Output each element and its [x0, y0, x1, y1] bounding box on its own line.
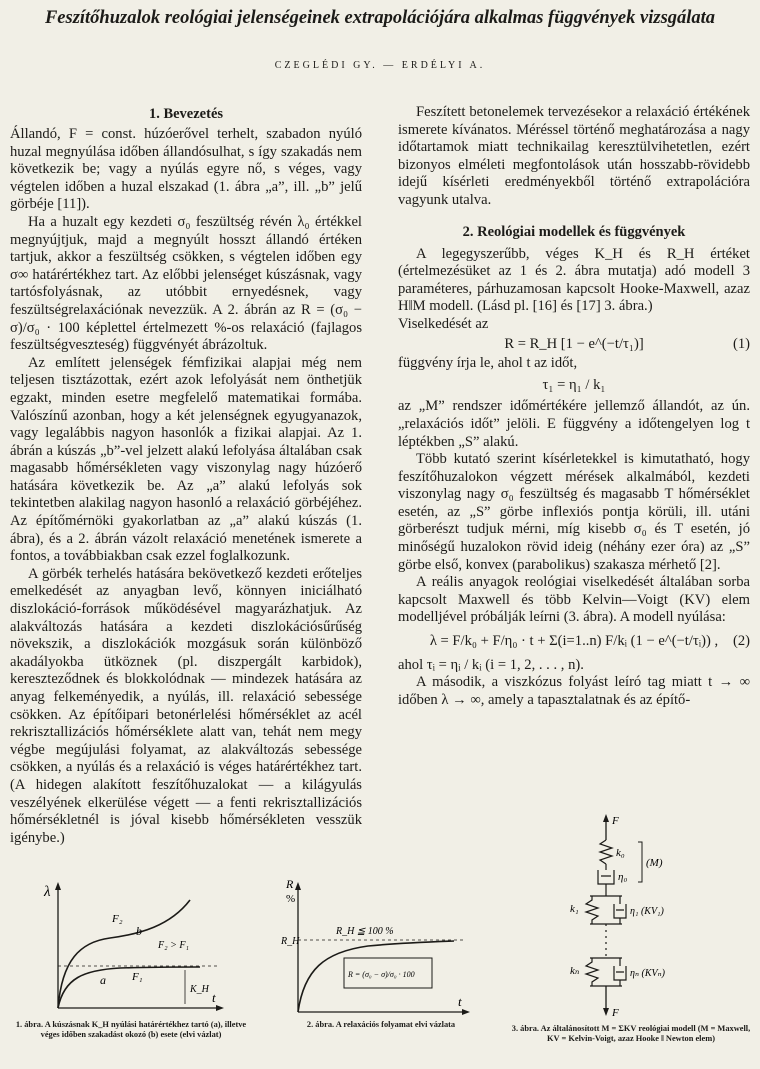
- fig1-label-a: a: [100, 973, 106, 987]
- paragraph-1: Állandó, F = const. húzóerővel terhelt, szabadon nyúló huzal megnyúlása időben állandósulhat, s így szakadás nem következik be; vagy a nyúlás egyre nő, s véges, vagy végtelen időben a huzal elszakad (1. ábra „a”, ill. „b” jelű görbéje [11]).: [10, 126, 362, 213]
- fig1-label-b: b: [136, 924, 142, 938]
- fig1-label-t: t: [212, 990, 216, 1005]
- fig1-curve-b: [58, 900, 190, 1008]
- fig3-dashpot-eta1: [614, 896, 626, 924]
- figure-3-caption: 3. ábra. Az általánosított M = ΣKV reológiai modell (M = Maxwell, KV = Kelvin-Voigt, azaz Hooke ‖ Newton elem): [511, 1024, 751, 1043]
- figure-2-caption: 2. ábra. A relaxációs folyamat elvi vázlata: [306, 1020, 456, 1029]
- equation-2: [398, 633, 750, 651]
- fig2-label-RH: R_H: [281, 936, 300, 947]
- fig3-label-eta1KV1: η₁ (KV₁): [630, 906, 664, 917]
- fig3-label-k1: k₁: [570, 903, 579, 915]
- fig1-label-KH: K_H: [190, 984, 209, 995]
- equation-2-body: λ = F/k₀ + F/η₀ · t + Σ(i=1..n) F/kᵢ (1 − e^(−t/τᵢ)) ,: [429, 633, 719, 650]
- paragraph-8: az „M” rendszer időmértékére jellemző állandót, az ún. „relaxációs időt” jelöli. E függvény a időtengelyen log t léptékben „S” alakú.: [398, 398, 750, 450]
- fig2-y-arrow: [295, 882, 301, 890]
- fig2-label-R: R: [286, 877, 294, 891]
- equation-2-number: (2): [732, 633, 750, 650]
- fig3-label-kn: kₙ: [570, 965, 580, 977]
- paragraph-6: A legegyszerűbb, véges K_H és R_H értéket (értelmezésüket az 1 és 2. ábra mutatja) adó modell 3 paraméteres, párhuzamosan kapcsolt Hooke-Maxwell, azaz H‖M modell. (Lásd pl. [16] és [17] 3. ábra.): [398, 245, 750, 315]
- fig3-dashpot-eta0: [598, 870, 614, 884]
- paragraph-5: Feszített betonelemek tervezésekor a relaxáció értékének ismerete kívánatos. Méréssel történő meghatározása a nagy időtartamok miatt technikailag keresztülvihetetlen, ezért bizonyos elméleti megfontolások után hosszabb-rövidebb idejű kísérleti eredményekből történő extrapolációra vagyunk utalva.: [398, 104, 750, 208]
- left-column: [10, 104, 362, 847]
- paragraph-2: Ha a huzalt egy kezdeti σ₀ feszültség révén λ₀ értékkel megnyújtjuk, majd a megnyúlt hosszt állandó értéken tartjuk, akkor a feszültség csökken, s végtelen időben egy σ∞ határértékhez tart. Az előbbi jelenséget kúszásnak, vagy tartósfolyásnak, az utóbbit ernyedésnek, vagy feszültségrelaxációnak nevezzük. A 2. ábrán az R = (σ₀ − σ)/σ₀ · 100 képlettel értelmezett %-os relaxáció (fajlagos feszültségveszteség) függvényét ábrázoltuk.: [10, 213, 362, 354]
- fig1-y-arrow: [55, 882, 61, 890]
- section-2-heading: 2. Reológiai modellek és függvények: [462, 223, 686, 240]
- equation-1-number: (1): [732, 335, 750, 352]
- fig3-m-bracket: [638, 842, 642, 882]
- fig2-label-RH100: R_H ≦ 100 %: [336, 926, 394, 937]
- fig3-label-etanKVn: ηₙ (KVₙ): [630, 968, 666, 979]
- figure-2: [278, 874, 478, 1024]
- fig3-spring-k0: [600, 840, 612, 864]
- equation-1: [398, 336, 750, 354]
- paragraph-6b: Viselkedését az: [398, 315, 489, 332]
- figure-3: [546, 812, 706, 1020]
- fig3-spring-k1: [586, 896, 598, 924]
- figure-1-caption: 1. ábra. A kúszásnak K_H nyúlási határértékhez tartó (a), illetve véges időben szakadást okozó (b) esete (elvi vázlat): [15, 1020, 247, 1039]
- fig2-label-formula: R = (σ₀ − σ)/σ₀ · 100: [348, 970, 415, 979]
- fig2-label-pct: %: [286, 893, 296, 905]
- paragraph-7: függvény írja le, ahol t az időt,: [398, 355, 578, 372]
- fig3-spring-kn: [586, 958, 598, 986]
- fig2-x-arrow: [462, 1009, 470, 1015]
- fig1-label-F2: F₂: [112, 913, 123, 925]
- fig3-label-M: (M): [646, 857, 663, 869]
- paragraph-9: Több kutató szerint kísérletekkel is kimutatható, hogy feszítőhuzalokon végzett mérések alkalmából, kezdeti viszonylag nagy σ₀ feszültség és magasabb T hőmérséklet esetén, az „S” görbe inflexiós pontja körüli, ill. utáni görberészt tudjuk mérni, míg kisebb σ₀ és T esetén, jó minőségű huzalokon rövid ideig (néhány ezer óra) az „S” görbe első, konvex (parabolikus) szakasza mérhető [2].: [398, 451, 750, 573]
- paragraph-11: A második, a viszkózus folyást leíró tag miatt t → ∞ időben λ → ∞, amely a tapasztalatnak és az építő-: [398, 674, 750, 708]
- paragraph-4: A görbék terhelés hatására bekövetkező kezdeti erőteljes emelkedését az anyagban levő, könnyen iniciálható diszlokáció-források működésével magyarázhatjuk. Az alakváltozás hatására a kezdeti diszlokációsűrűség növekszik, a diszlokációk mozgásuk során különböző akadályokba ütköznek (pl. diszpergált karbidok), kereszteződnek és blokkolódnak — mindezek hatására az anyag felkeményedik, a nyúlás, ill. relaxáció sebessége csökken. Az építőipari betonérlelési hőmérséklet az acél rekrisztallizációs hőmérséklete alatt van, tehát nem megy végbe megújulási folyamat, az alakváltozás sebessége csökken, a nyúlás és a relaxáció is véges határértékhez tart. (A hidegen alakított feszítőhuzalokat — a kilágyulás veszélyének elkerülése végett — a fenti rekrisztallizációs hőmérsékletnél is jóval kisebb hőmérsékleten vesszük igénybe.): [10, 565, 362, 846]
- fig1-x-arrow: [216, 1005, 224, 1011]
- fig1-label-F1: F₁: [132, 971, 143, 983]
- authors: CZEGLÉDI GY. — ERDÉLYI A.: [274, 60, 486, 71]
- fig3-top-arrow: [603, 814, 609, 822]
- equation-3: ahol τᵢ = ηᵢ / kᵢ (i = 1, 2, . . . , n).: [398, 656, 584, 673]
- fig2-label-t: t: [458, 994, 462, 1009]
- section-1-heading: 1. Bevezetés: [148, 106, 224, 122]
- fig3-dashpot-etan: [614, 958, 626, 986]
- paragraph-10: A reális anyagok reológiai viselkedését általában sorba kapcsolt Maxwell és több Kelvin—Voigt (KV) elem modelljével próbálják leírni (3. ábra). A modell nyúlása:: [398, 574, 750, 626]
- figure-1: [40, 880, 230, 1020]
- fig3-bottom-arrow: [603, 1008, 609, 1016]
- paper-title: Feszítőhuzalok reológiai jelenségeinek extrapolációjára alkalmas függvények vizsgálata: [44, 8, 716, 28]
- paragraph-3: Az említett jelenségek fémfizikai alapjai még nem teljesen tisztázottak, ezért azok lefolyását nem önthetjük egzakt, minden esetre megfelelő matematikai formába. Valószínű azonban, hogy a két jelenségnek egyugyanazok, vagy legalábbis nagyon hasonlók a fizikai alapjai. Az 1. ábrán a kúszás „b”-vel jelzett alakú lefolyása általában csak magasabb hőmérsékleten vagy viszonylag nagy húzóerő hatására következik be. Az „a” alakú lefolyás sok tekintetben alakilag nagyon hasonló a relaxáció görbéjéhez. Az építőmérnöki gyakorlatban az „a” alakú kúszás (1. ábra), és a 2. ábrán vázolt relaxáció menetének ismerete a fontos, a továbbiakban csak ezzel foglalkozunk.: [10, 354, 362, 565]
- fig1-curve-a: [58, 967, 200, 1008]
- equation-1-body: R = R_H [1 − e^(−t/τ₁)]: [504, 335, 644, 352]
- fig3-label-F-top: F: [612, 815, 619, 827]
- fig1-label-F2gtF1: F₂ > F₁: [158, 940, 189, 951]
- fig1-label-lambda: λ: [44, 884, 51, 900]
- equation-tau: τ₁ = η₁ / k₁: [542, 376, 606, 393]
- fig3-label-F-bottom: F: [612, 1007, 619, 1019]
- right-column: [398, 104, 750, 709]
- fig3-label-eta0: η₀: [618, 871, 628, 883]
- fig3-label-k0: k₀: [616, 847, 625, 859]
